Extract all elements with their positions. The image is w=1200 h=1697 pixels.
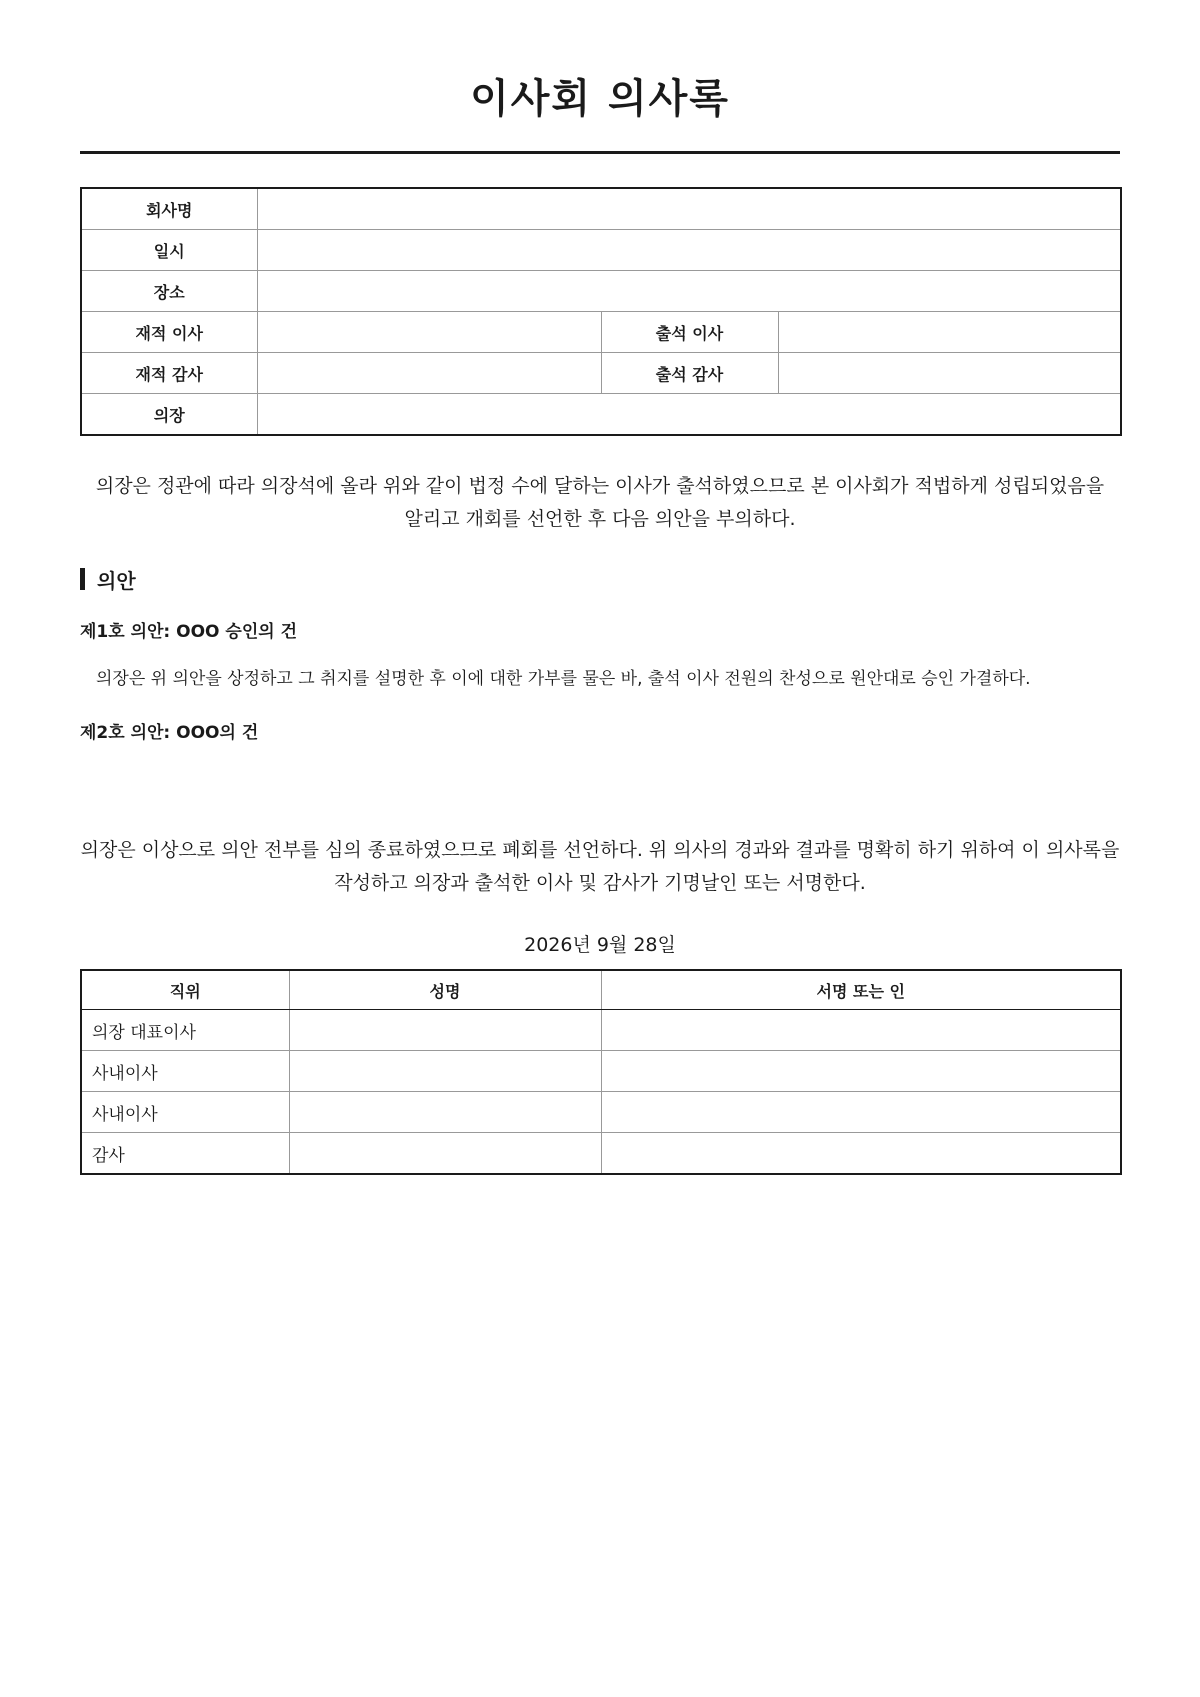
chair-label: 의장 — [81, 394, 257, 436]
name-field[interactable] — [289, 1051, 601, 1092]
agenda-item-1-body: 의장은 위 의안을 상정하고 그 취지를 설명한 후 이에 대한 가부를 물은 바, 출석 이사 전원의 찬성으로 원안대로 승인 가결하다. — [96, 669, 1031, 689]
agenda-item-2-title: 제2호 의안: OOO의 건 — [80, 723, 259, 743]
document-title: 이사회 의사록 — [470, 76, 730, 122]
signature-field[interactable] — [601, 1092, 1121, 1133]
auditors-present-label: 출석 감사 — [601, 353, 778, 394]
title-divider — [80, 151, 1120, 154]
table-row — [81, 1010, 1121, 1051]
chair-field[interactable] — [257, 394, 1121, 436]
heading-bar-icon — [80, 568, 85, 590]
directors-total-label: 재적 이사 — [81, 312, 257, 353]
meeting-info-table — [80, 187, 1122, 436]
table-row — [81, 1092, 1121, 1133]
table-row — [81, 1051, 1121, 1092]
datetime-label: 일시 — [81, 230, 257, 271]
position-cell: 의장 대표이사 — [81, 1010, 289, 1051]
name-field[interactable] — [289, 1010, 601, 1051]
name-header: 성명 — [289, 970, 601, 1010]
closing-statement-line1: 의장은 이상으로 의안 전부를 심의 종료하였으므로 폐회를 선언하다. 위 의사의 경과와 결과를 명확히 하기 위하여 이 의사록을 — [80, 839, 1120, 861]
info-row-auditors — [81, 353, 1121, 394]
signature-header: 서명 또는 인 — [601, 970, 1121, 1010]
closing-statement-line2: 작성하고 의장과 출석한 이사 및 감사가 기명날인 또는 서명한다. — [334, 872, 866, 894]
directors-present-field[interactable] — [778, 312, 1121, 353]
directors-total-field[interactable] — [257, 312, 601, 353]
info-row-directors — [81, 312, 1121, 353]
directors-present-label: 출석 이사 — [601, 312, 778, 353]
auditors-total-label: 재적 감사 — [81, 353, 257, 394]
signature-field[interactable] — [601, 1133, 1121, 1175]
info-row-datetime — [81, 230, 1121, 271]
opening-statement-line1: 의장은 정관에 따라 의장석에 올라 위와 같이 법정 수에 달하는 이사가 출석하였으므로 본 이사회가 적법하게 성립되었음을 — [95, 475, 1105, 497]
place-label: 장소 — [81, 271, 257, 312]
company-field[interactable] — [257, 188, 1121, 230]
auditors-present-field[interactable] — [778, 353, 1121, 394]
info-row-chair — [81, 394, 1121, 436]
name-field[interactable] — [289, 1133, 601, 1175]
auditors-total-field[interactable] — [257, 353, 601, 394]
closing-statement — [80, 834, 1120, 900]
agenda-item-1-title: 제1호 의안: OOO 승인의 건 — [80, 622, 298, 642]
position-cell: 사내이사 — [81, 1051, 289, 1092]
company-label: 회사명 — [81, 188, 257, 230]
position-cell: 사내이사 — [81, 1092, 289, 1133]
agenda-heading-label: 의안 — [97, 568, 136, 593]
table-row — [81, 1133, 1121, 1175]
opening-statement-line2: 알리고 개회를 선언한 후 다음 의안을 부의하다. — [404, 508, 796, 530]
datetime-field[interactable] — [257, 230, 1121, 271]
signature-field[interactable] — [601, 1010, 1121, 1051]
place-field[interactable] — [257, 271, 1121, 312]
meeting-date: 2026년 9월 28일 — [524, 934, 676, 956]
agenda-heading — [80, 566, 136, 592]
name-field[interactable] — [289, 1092, 601, 1133]
info-row-company — [81, 188, 1121, 230]
position-cell: 감사 — [81, 1133, 289, 1175]
signature-field[interactable] — [601, 1051, 1121, 1092]
position-header: 직위 — [81, 970, 289, 1010]
signature-table — [80, 969, 1122, 1175]
signature-header-row — [81, 970, 1121, 1010]
minutes-page — [80, 0, 1120, 1166]
info-row-place — [81, 271, 1121, 312]
opening-statement — [80, 470, 1120, 536]
